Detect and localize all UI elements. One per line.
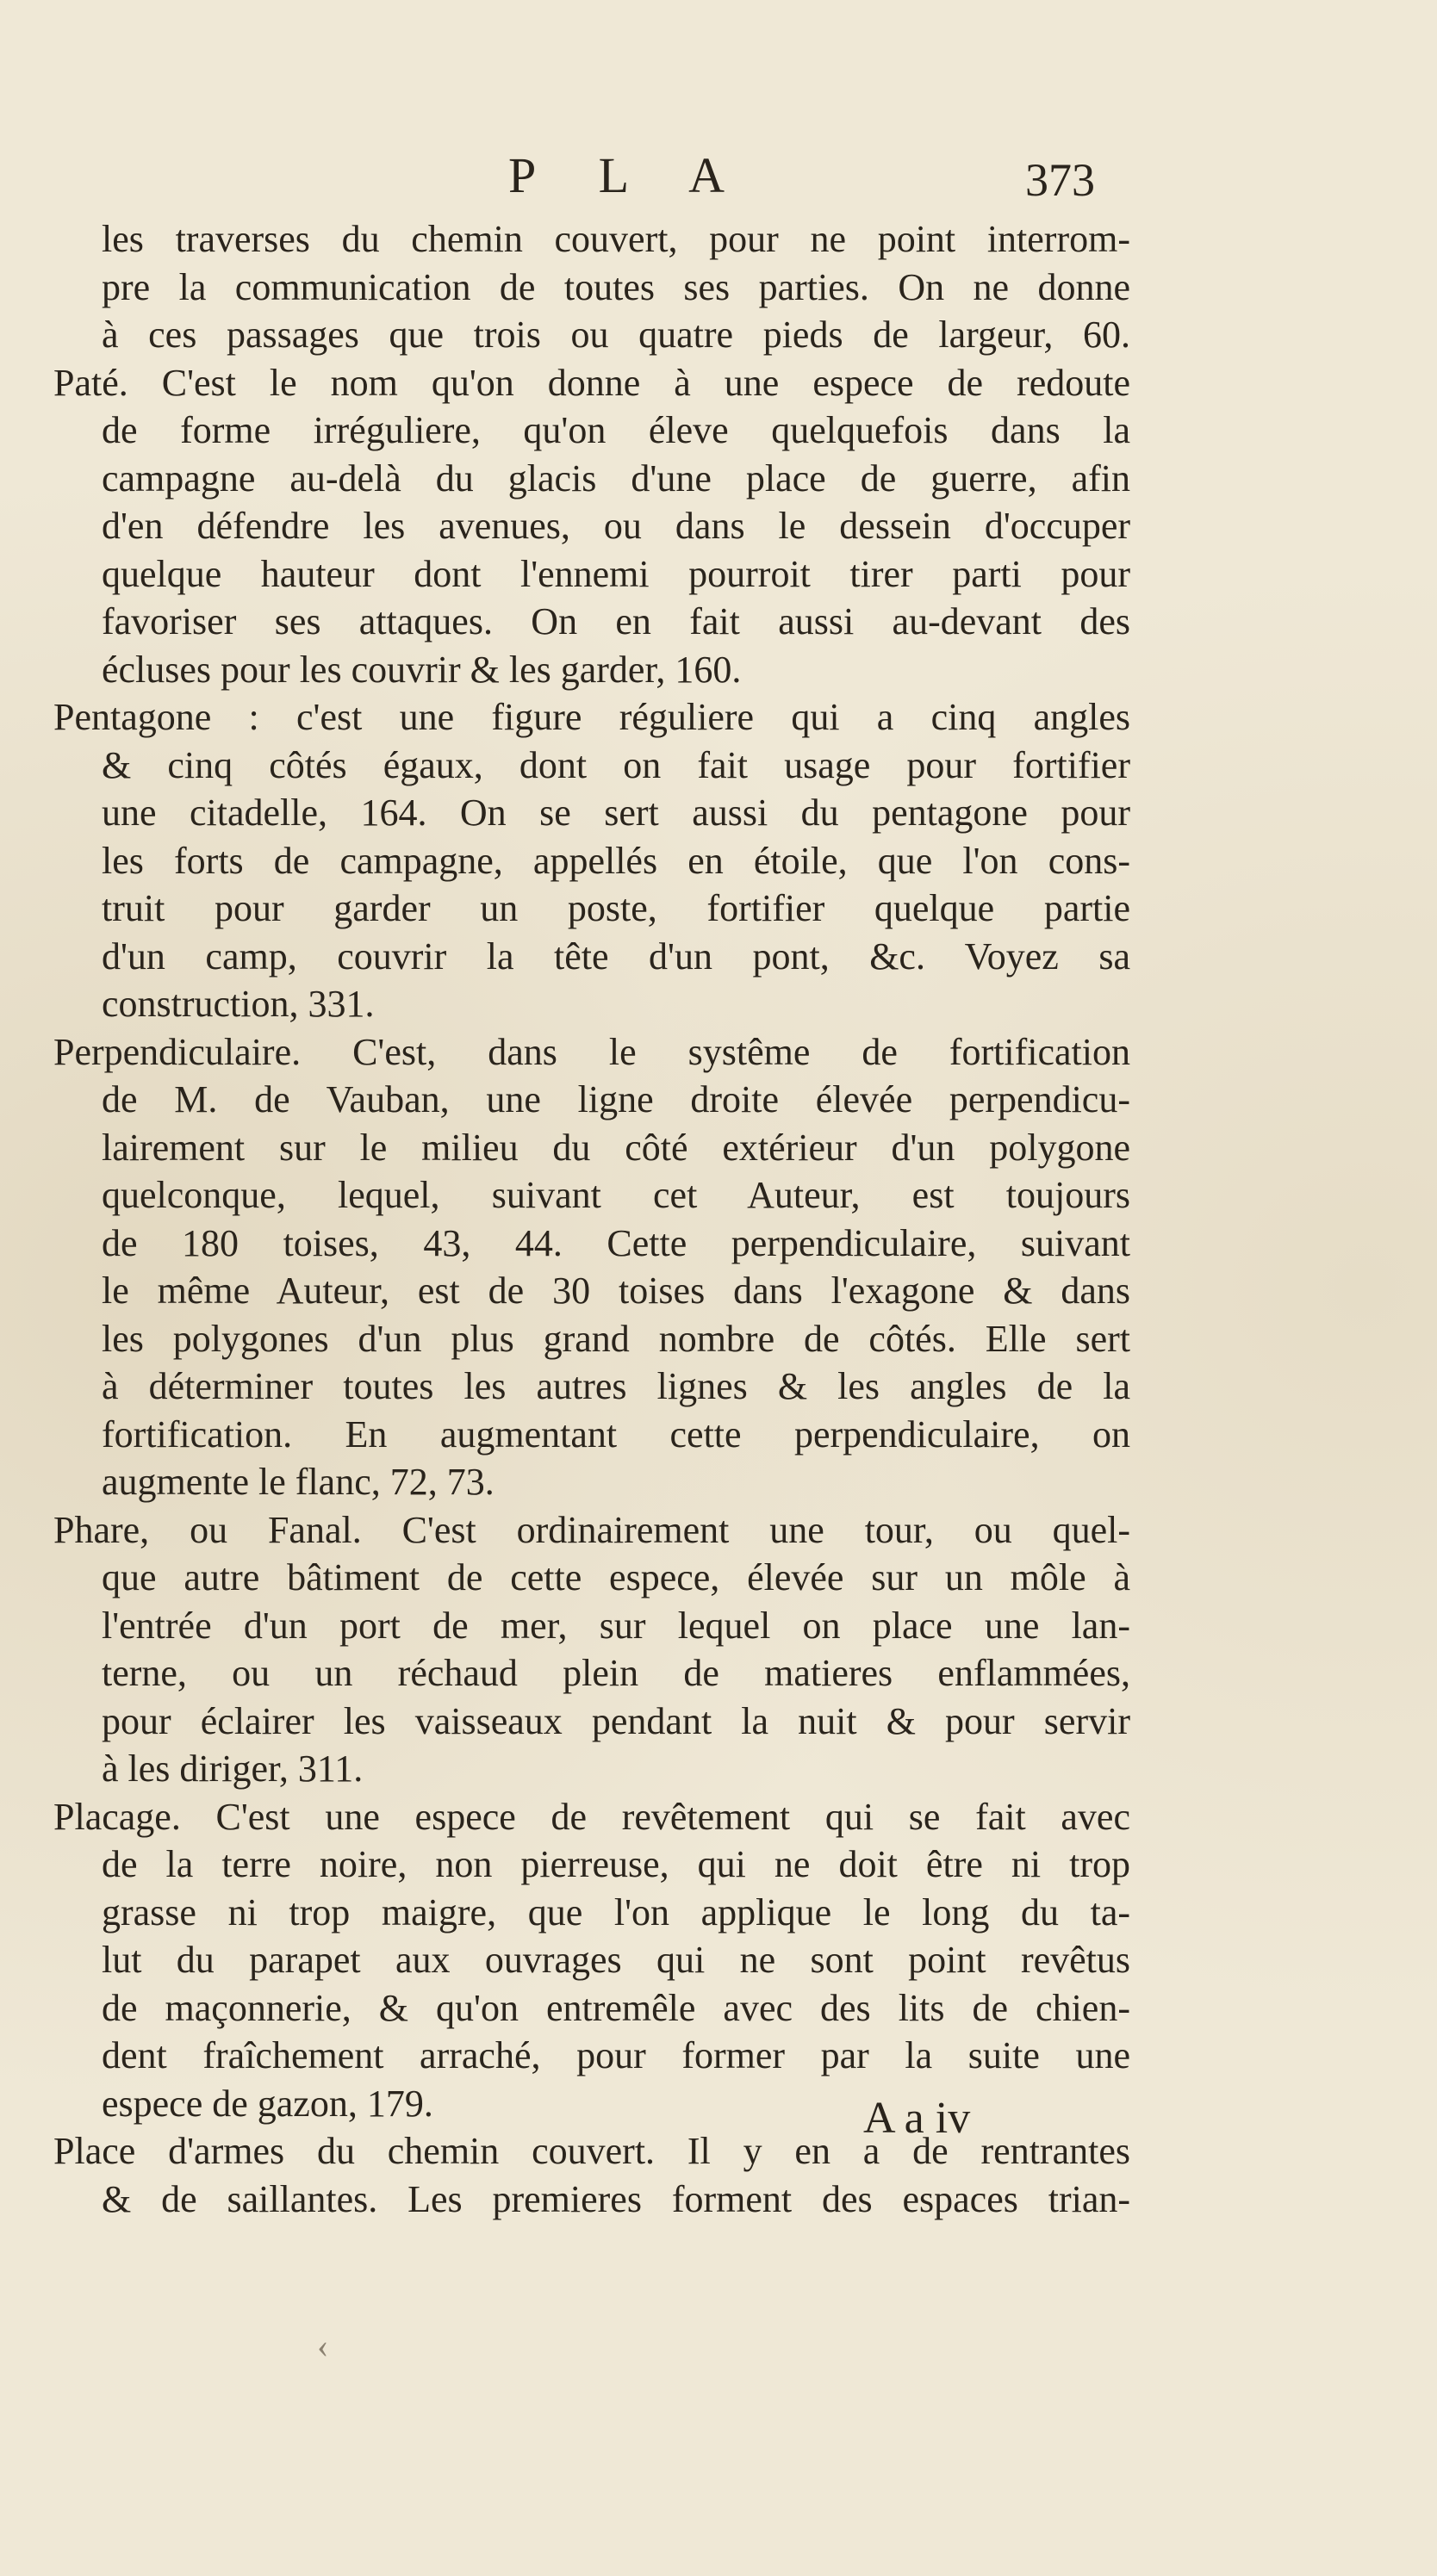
text-line: l'entrée d'un port de mer, sur lequel on place une lan-	[102, 1604, 1130, 1647]
text-line: & de saillantes. Les premieres forment des espaces trian-	[102, 2177, 1130, 2220]
text-line: pour éclairer les vaisseaux pendant la nuit & pour servir	[102, 1699, 1130, 1742]
text-line: de 180 toises, 43, 44. Cette perpendiculaire, suivant	[102, 1221, 1130, 1264]
text-line: grasse ni trop maigre, que l'on applique le long du ta-	[102, 1890, 1130, 1934]
text-line: campagne au-delà du glacis d'une place de guerre, afin	[102, 456, 1130, 500]
text-line: écluses pour les couvrir & les garder, 160.	[102, 648, 742, 691]
text-line: de M. de Vauban, une ligne droite élevée perpendicu-	[102, 1078, 1130, 1120]
text-line: construction, 331.	[102, 983, 375, 1025]
text-line: pre la communication de toutes ses parties. On ne donne	[102, 265, 1130, 308]
entry-line-placage: Placage. C'est une espece de revêtement qui se fait avec	[53, 1795, 1130, 1838]
text-line: de maçonnerie, & qu'on entremêle avec des lits de chien-	[102, 1986, 1130, 2029]
text-line: les traverses du chemin couvert, pour ne point interrom-	[102, 218, 1130, 260]
text-line: une citadelle, 164. On se sert aussi du pentagone pour	[102, 791, 1130, 834]
text-line: favoriser ses attaques. On en fait aussi au-devant des	[102, 600, 1130, 642]
stray-ink-mark: ‹	[317, 2326, 329, 2365]
text-line: lairement sur le milieu du côté extérieur d'un polygone	[102, 1126, 1130, 1169]
text-line: de la terre noire, non pierreuse, qui ne doit être ni trop	[102, 1843, 1130, 1885]
text-line: d'en défendre les avenues, ou dans le dessein d'occuper	[102, 505, 1130, 547]
text-line: à les diriger, 311.	[102, 1747, 364, 1790]
text-line: quelconque, lequel, suivant cet Auteur, est toujours	[102, 1174, 1130, 1216]
page-number: 373	[1025, 154, 1095, 206]
text-line: de forme irréguliere, qu'on éleve quelquefois dans la	[102, 409, 1130, 451]
signature-mark: A a iv	[863, 2094, 971, 2143]
entry-line-phare: Phare, ou Fanal. C'est ordinairement une tour, ou quel-	[53, 1508, 1130, 1551]
text-line: & cinq côtés égaux, dont on fait usage pour fortifier	[102, 743, 1130, 786]
text-line: quelque hauteur dont l'ennemi pourroit tirer parti pour	[102, 552, 1130, 595]
entry-line-pate: Paté. C'est le nom qu'on donne à une espece de redoute	[53, 361, 1130, 404]
text-line: espece de gazon, 179.	[102, 2082, 433, 2125]
text-line: fortification. En augmentant cette perpendiculaire, on	[102, 1412, 1130, 1456]
page-header	[0, 146, 1437, 215]
body-text	[53, 215, 1130, 2223]
text-line: le même Auteur, est de 30 toises dans l'exagone & dans	[102, 1269, 1130, 1312]
text-line: les forts de campagne, appellés en étoile, que l'on cons-	[102, 839, 1130, 882]
text-line: à ces passages que trois ou quatre pieds de largeur, 60.	[102, 313, 1130, 356]
text-line: terne, ou un réchaud plein de matieres enflammées,	[102, 1652, 1130, 1694]
text-line: lut du parapet aux ouvrages qui ne sont point revêtus	[102, 1939, 1130, 1981]
text-line: que autre bâtiment de cette espece, élevée sur un môle à	[102, 1556, 1130, 1598]
entry-line-place-d-armes: Place d'armes du chemin couvert. Il y en a de rentrantes	[53, 2130, 1130, 2172]
text-line: dent fraîchement arraché, pour former par la suite une	[102, 2034, 1130, 2076]
entry-line-pentagone: Pentagone : c'est une figure réguliere qui a cinq angles	[53, 696, 1130, 738]
running-head: P L A	[508, 147, 751, 203]
text-line: d'un camp, couvrir la tête d'un pont, &c. Voyez sa	[102, 934, 1130, 978]
entry-line-perpendiculaire: Perpendiculaire. C'est, dans le systême de fortification	[53, 1030, 1130, 1073]
text-line: augmente le flanc, 72, 73.	[102, 1461, 495, 1503]
text-line: truit pour garder un poste, fortifier quelque partie	[102, 887, 1130, 929]
text-line: à déterminer toutes les autres lignes & les angles de la	[102, 1365, 1130, 1407]
text-line: les polygones d'un plus grand nombre de côtés. Elle sert	[102, 1317, 1130, 1360]
